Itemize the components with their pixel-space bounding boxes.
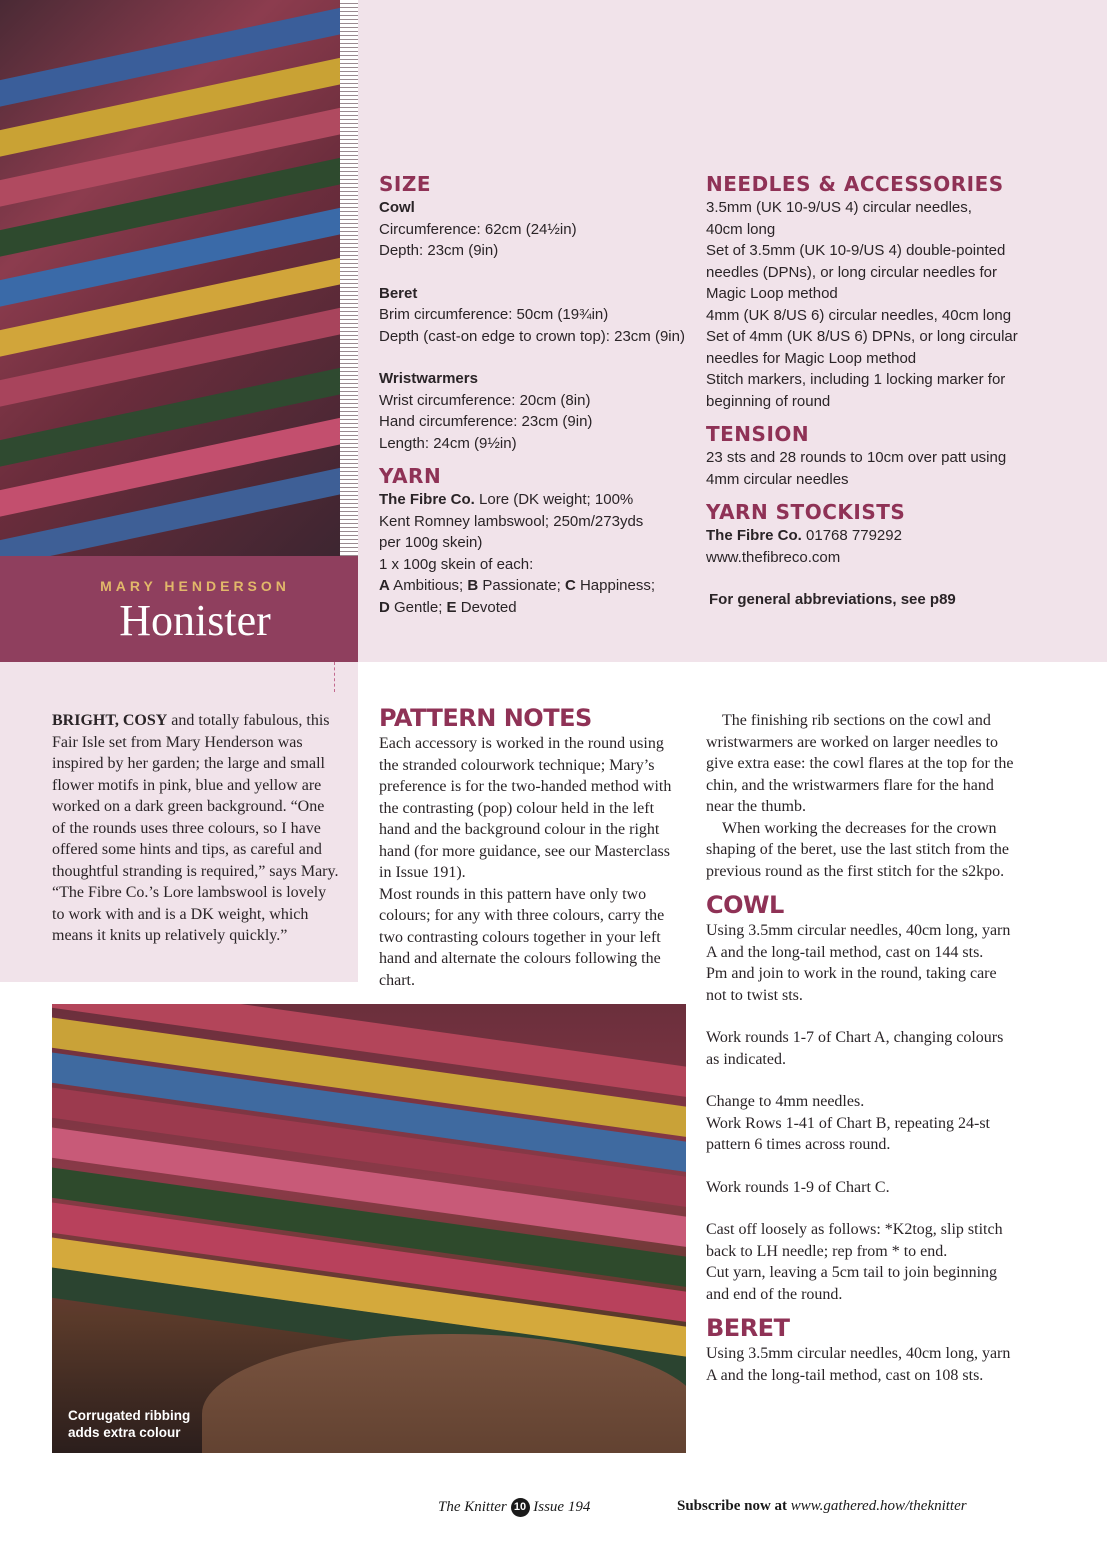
paragraph: The finishing rib sections on the cowl and wristwarmers are worked on larger needles to give extra ease: the cowl flares at the top for the chin, and the wristwarmers flare for the hand near the thumb. bbox=[706, 712, 1014, 815]
paragraph: Change to 4mm needles. bbox=[706, 1093, 865, 1110]
cowl-heading: COWL bbox=[706, 891, 784, 919]
pattern-title: Honister bbox=[119, 596, 271, 645]
size-line: Depth (cast-on edge to crown top): 23cm (9in) bbox=[379, 327, 685, 345]
needles-column bbox=[706, 171, 1024, 611]
right-column bbox=[706, 710, 1018, 1386]
pattern-notes-heading: PATTERN NOTES bbox=[379, 704, 592, 732]
paragraph: Work rounds 1-9 of Chart C. bbox=[706, 1178, 890, 1196]
abbreviations-note: For general abbreviations, see p89 bbox=[709, 591, 956, 608]
intro-lead: BRIGHT, COSY bbox=[52, 712, 168, 729]
pattern-notes bbox=[379, 703, 684, 991]
paragraph: Work Rows 1-41 of Chart B, repeating 24-st pattern 6 times across round. bbox=[706, 1114, 990, 1153]
yarn-colours-1: A Ambitious; B Passionate; C Happiness; bbox=[379, 577, 656, 594]
beret-heading: BERET bbox=[706, 1314, 790, 1342]
yarn-quantity: 1 x 100g skein of each: bbox=[379, 555, 534, 573]
size-yarn-column bbox=[379, 171, 699, 618]
issue-number: Issue 194 bbox=[533, 1499, 591, 1515]
cowl-size-label: Cowl bbox=[379, 199, 415, 216]
stockist-contact: The Fibre Co. 01768 779292 bbox=[706, 527, 902, 544]
intro-text: BRIGHT, COSY and totally fabulous, this Fair Isle set from Mary Henderson was inspired by her garden; the large and small flower motifs in pink, blue and yellow are worked on a dark green background. “One of the rounds uses three colours, so I have offered some hints and tips, as careful and thoughtful stranding is required,” says Mary. “The Fibre Co.’s Lore lambswool is lovely to work with and is a DK weight, which means it knits up relatively quickly.” bbox=[52, 712, 339, 944]
paragraph: Most rounds in this pattern have only two colours; for any with three colours, carry the two contrasting colours together in your left hand and alternate the colours following the chart. bbox=[379, 885, 665, 989]
needles-heading: NEEDLES & ACCESSORIES bbox=[706, 172, 1004, 196]
paragraph: Pm and join to work in the round, taking care not to twist sts. bbox=[706, 965, 997, 1004]
tension-heading: TENSION bbox=[706, 422, 810, 446]
needles-line: Set of 3.5mm (UK 10-9/US 4) double-pointed needles (DPNs), or long circular needles for Magic Loop method bbox=[706, 242, 1006, 302]
size-line: Hand circumference: 23cm (9in) bbox=[379, 413, 593, 430]
size-line: Wrist circumference: 20cm (8in) bbox=[379, 391, 591, 409]
tension-text: 23 sts and 28 rounds to 10cm over patt using 4mm circular needles bbox=[706, 449, 1007, 488]
stockist-web: www.thefibreco.com bbox=[706, 548, 841, 566]
beret-size-label: Beret bbox=[379, 284, 418, 302]
subscribe-text: Subscribe now at bbox=[677, 1498, 791, 1514]
stockists-heading: YARN STOCKISTS bbox=[706, 500, 906, 524]
wristwarmers-photo bbox=[0, 0, 358, 556]
size-line: Brim circumference: 50cm (19¾in) bbox=[379, 306, 609, 323]
needles-line: Stitch markers, including 1 locking marker for beginning of round bbox=[706, 371, 1006, 410]
paragraph: Cut yarn, leaving a 5cm tail to join beginning and end of the round. bbox=[706, 1264, 998, 1303]
size-heading: SIZE bbox=[379, 172, 432, 196]
size-line: Depth: 23cm (9in) bbox=[379, 242, 499, 259]
yarn-brand: The Fibre Co. bbox=[379, 491, 475, 508]
paragraph: Each accessory is worked in the round using the stranded colourwork technique; Mary’s preference is for the two-handed method with the contrasting (pop) colour held in the left hand and the background colour in the right hand (for more guidance, see our Masterclass in Issue 191). bbox=[379, 735, 672, 881]
designer-name: MARY HENDERSON bbox=[100, 578, 290, 594]
footer-issue bbox=[438, 1498, 590, 1517]
subscribe-link[interactable]: www.gathered.how/theknitter bbox=[790, 1498, 967, 1514]
paragraph: Using 3.5mm circular needles, 40cm long, yarn A and the long-tail method, cast on 108 sts. bbox=[706, 1345, 1011, 1384]
size-line: Length: 24cm (9½in) bbox=[379, 434, 517, 452]
paragraph: Cast off loosely as follows: *K2tog, slip stitch back to LH needle; rep from * to end. bbox=[706, 1221, 1003, 1260]
needles-line: 3.5mm (UK 10-9/US 4) circular needles, 40cm long bbox=[706, 199, 972, 238]
photo-caption: Corrugated ribbing adds extra colour bbox=[68, 1408, 191, 1440]
yarn-colours-2: D Gentle; E Devoted bbox=[379, 598, 517, 616]
magazine-name: The Knitter bbox=[438, 1499, 507, 1515]
paragraph: When working the decreases for the crown shaping of the beret, use the last stitch from the previous round as the first stitch for the s2kpo. bbox=[706, 819, 1010, 880]
footer-subscribe bbox=[677, 1498, 967, 1515]
paragraph: Using 3.5mm circular needles, 40cm long, yarn A and the long-tail method, cast on 144 sts. bbox=[706, 922, 1011, 961]
wristwarmers-size-label: Wristwarmers bbox=[379, 370, 478, 387]
yarn-heading: YARN bbox=[379, 464, 442, 488]
beret-photo bbox=[52, 1004, 686, 1453]
page-number: 10 bbox=[511, 1498, 530, 1517]
needles-line: 4mm (UK 8/US 6) circular needles, 40cm long bbox=[706, 306, 1012, 324]
size-line: Circumference: 62cm (24½in) bbox=[379, 220, 577, 238]
yarn-description: The Fibre Co. Lore (DK weight; 100% Kent Romney lambswool; 250m/273yds per 100g skein) bbox=[379, 491, 644, 551]
divider bbox=[334, 662, 335, 692]
needles-line: Set of 4mm (UK 8/US 6) DPNs, or long circular needles for Magic Loop method bbox=[706, 328, 1018, 367]
paragraph: Work rounds 1-7 of Chart A, changing colours as indicated. bbox=[706, 1029, 1004, 1068]
